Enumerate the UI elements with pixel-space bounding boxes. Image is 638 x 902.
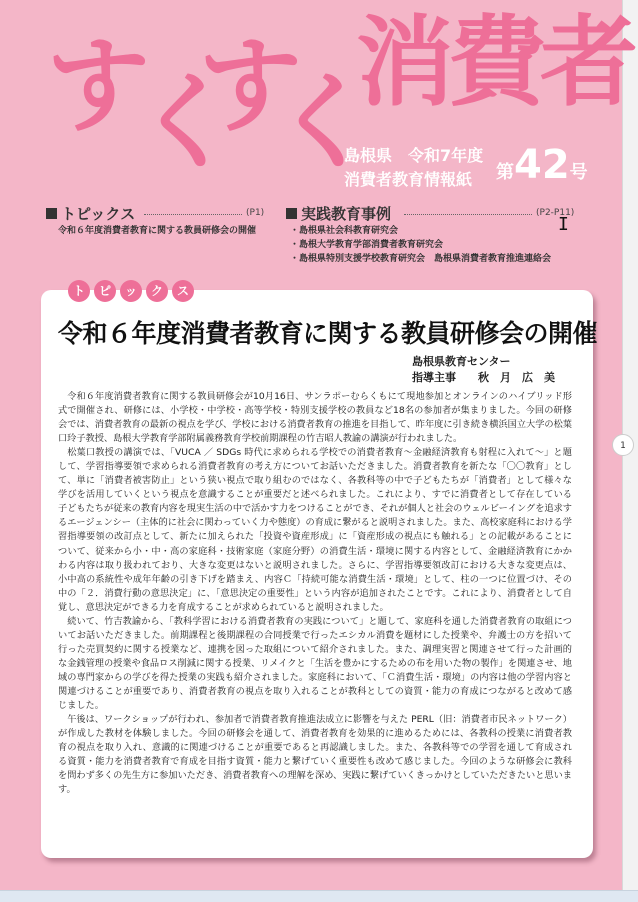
issue-prefecture-year: 島根県 令和7年度: [344, 146, 484, 165]
publication-name: 消費者教育情報紙: [344, 170, 473, 189]
toc-practice-leader: [404, 214, 532, 215]
issue-number: [496, 142, 588, 188]
viewer-bottom-bar: [0, 890, 638, 902]
issue-suffix: 号: [569, 162, 588, 183]
masthead-char-1: す: [46, 25, 151, 147]
issue-prefix: 第: [496, 162, 514, 183]
masthead-char-4: く: [272, 61, 377, 183]
masthead-char-3: す: [198, 25, 303, 147]
toc-topics-leader: [144, 214, 242, 215]
author-name: 指導主事 秋 月 広 美: [412, 371, 555, 384]
text-cursor-icon: I: [558, 214, 569, 235]
article-body: [58, 390, 572, 797]
ribbon-char: ク: [146, 280, 168, 302]
issue-number-value: 42: [514, 142, 570, 188]
toc-practice-heading: 実践教育事例: [286, 203, 391, 224]
toc-practice-page: (P2-P11): [536, 208, 575, 218]
toc-practice-item: ・島根県社会科教育研究会: [290, 226, 399, 236]
author-organization: 島根県教育センター: [412, 355, 511, 368]
article-title: 令和６年度消費者教育に関する教員研修会の開催: [58, 319, 598, 348]
toc-topics-heading: トピックス: [46, 203, 135, 224]
article-paragraph: 午後は、ワークショップが行われ、参加者で消費者教育推進法成立に影響を与えた PERL（旧：消費者市民ネットワーク）が作成した教材を体験しました。今回の研修会を通して、消費者教育を効果的に進めるためには、各教科の授業に消費者教育の視点を取り入れ、意識的に関連づけることが重要であると再認識しました。また、各教科等での学習を通して育成される資質・能力を消費者教育で育成を目指す資質・能力と繋げていく重要性も改めて感じました。今回のような研修会に教科を問わず多くの先生方に参加いただき、消費者教育への理解を深め、実践に繋げていくきっかけとしていただきたいと思います。: [58, 714, 572, 796]
ribbon-char: ッ: [120, 280, 142, 302]
article-paragraph: 続いて、竹吉教諭から、「教科学習における消費者教育の実践について」と題して、家庭科を通した消費者教育の取組についてお話いただきました。前期課程と後期課程の合同授業で行ったエシカル消費を題材にした授業や、弁護士の方を招いて行った売買契約に関する授業など、連携を図った取組について紹介されました。また、調理実習と関連させて行った計画的な金銭管理の授業や食品ロス削減に関する授業、リメイクと「生活を豊かにするための布を用いた物の製作」を関連させ、地域の専門家からの学びを得た授業の実践も紹介されました。家庭科において、「Ｃ消費生活・環境」の内容は他の学習内容と関連づけることが重要であり、消費者教育の視点を取り入れることが教科としての資質・能力の育成につながると改めて感じました。: [58, 615, 572, 712]
article-paragraph: 松葉口教授の講演では、「VUCA ／ SDGs 時代に求められる学校での消費者教育～金融経済教育も射程に入れて～」と題して、学習指導要領で求められる消費者教育の考え方についてお話いただきました。消費者教育を新たな「〇〇教育」として、単に「消費者被害防止」という狭い視点で取り組むのではなく、各教科等の中で子どもたちが「消費者」として様々な学びを活用していくという視点を意識することが重要だと述べられました。これにより、すでに消費者として存在している子どもたちが従来の教育内容を現実生活の中で活かす力をつけることができ、それが個人と社会のウェルビーイングを追求するエージェンシー（主体的に社会に関わっていく力や態度）の育成に繋がると説明されました。また、高校家庭科における学習指導要領の改訂点として、新たに加えられた「投資や資産形成」に「資産形成の視点にも触れる」との記載があることについて、従来から小・中・高の家庭科・技術家庭（家庭分野）の消費生活・環境に関する内容として、金融経済教育にかかわる内容は取り扱われており、大きな変更はないと説明されました。さらに、学習指導要領改訂における大きな変更点は、小中高の系統性や成年年齢の引き下げを踏まえ、内容Ｃ「持続可能な消費生活・環境」として、柱の一つに位置づけ、その中の「２．消費行動の意思決定」に、「意思決定の重要性」という内容が追加されたことです。これにより、消費者として自覚し、意思決定ができる力を育成することが求められていると説明されました。: [58, 447, 572, 613]
toc-topics-page: (P1): [246, 208, 265, 218]
toc-practice-item: ・島根大学教育学部消費者教育研究会: [290, 240, 444, 250]
masthead-char-2: く: [134, 61, 239, 183]
ribbon-char: ス: [172, 280, 194, 302]
ribbon-char: ト: [68, 280, 90, 302]
square-bullet-icon: [286, 208, 297, 219]
toc-topics-item: 令和６年度消費者教育に関する教員研修会の開催: [58, 226, 257, 236]
square-bullet-icon: [46, 208, 57, 219]
topics-ribbon: [68, 280, 194, 302]
masthead-char-5: 消費者: [356, 6, 633, 120]
toc-practice-item: ・島根県特別支援学校教育研究会 島根県消費者教育推進連絡会: [290, 254, 552, 264]
article-paragraph: 令和６年度消費者教育に関する教員研修会が10月16日、サンラポーむらくもにて現地参加とオンラインのハイブリッド形式で開催され、研修には、小学校・中学校・高等学校・特別支援学校の教員など18名の参加者が集まりました。今回の研修会では、消費者教育の最新の視点を学び、学校における消費者教育の推進を目指して、昨年度に引き続き横浜国立大学の松葉口玲子教授、島根大学教育学部附属義務教育学校前期課程の竹吉昭人教諭の講演が行われました。: [58, 391, 572, 445]
ribbon-char: ピ: [94, 280, 116, 302]
page-number-tab[interactable]: 1: [612, 434, 634, 456]
